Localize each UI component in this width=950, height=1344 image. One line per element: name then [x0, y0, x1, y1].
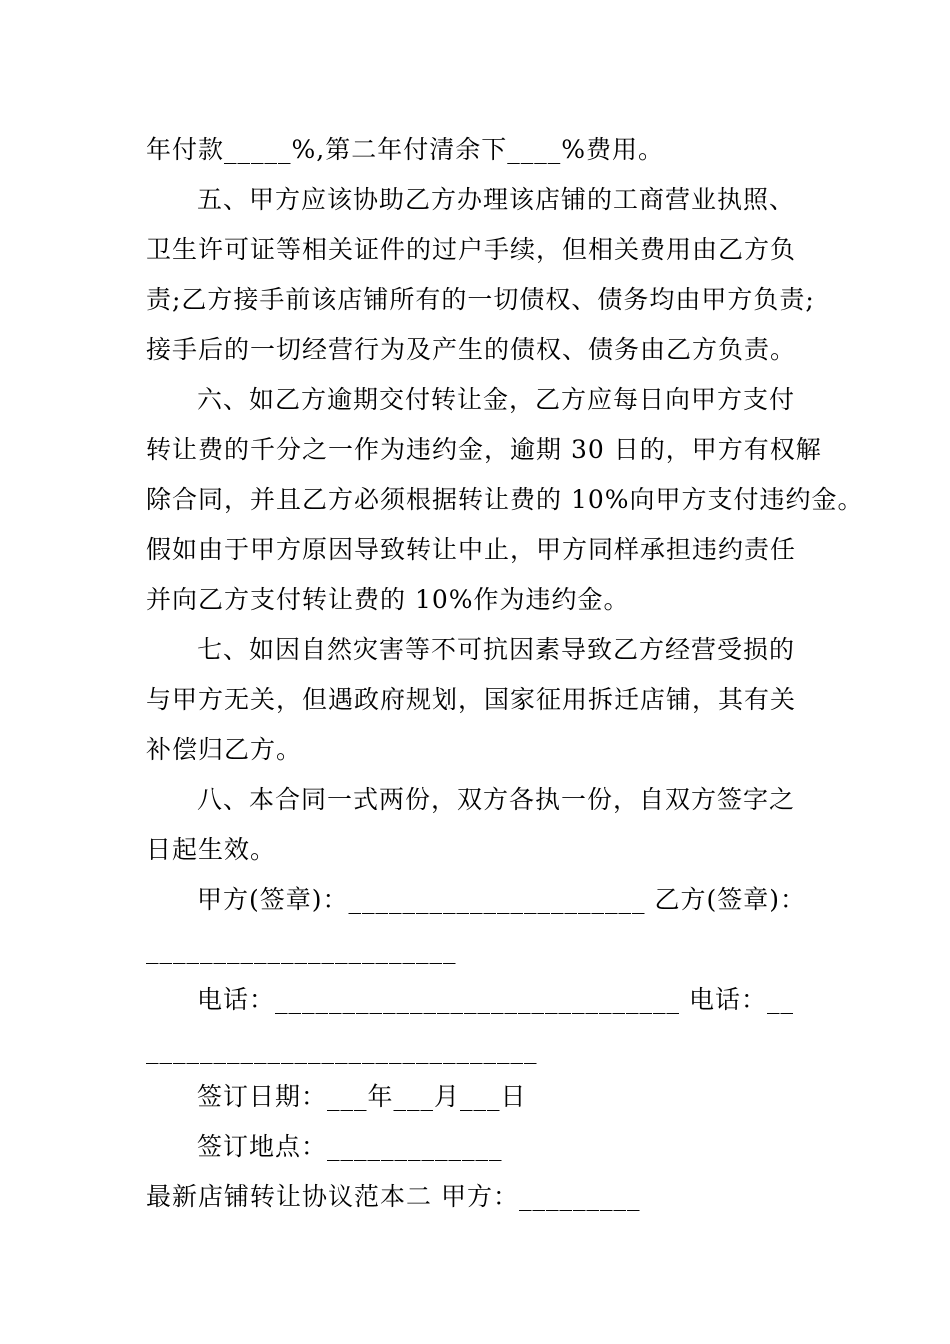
text-line: 并向乙方支付转让费的 10%作为违约金。 [146, 585, 630, 614]
text-line: 补偿归乙方。 [146, 735, 303, 764]
sign-place-line: 签订地点：_____________ [197, 1132, 503, 1161]
text-line: 假如由于甲方原因导致转让中止，甲方同样承担违约责任 [146, 535, 797, 564]
signature-line: 甲方(签章)：______________________ 乙方(签章)： [197, 885, 806, 914]
text-line-clause-7: 七、如因自然灾害等不可抗因素导致乙方经营受损的 [197, 635, 796, 664]
text-line: 转让费的千分之一作为违约金，逾期 30 日的，甲方有权解 [146, 435, 822, 464]
text-line: 日起生效。 [146, 835, 277, 864]
text-line: 责;乙方接手前该店铺所有的一切债权、债务均由甲方负责; [146, 285, 815, 314]
text-line: 与甲方无关，但遇政府规划，国家征用拆迁店铺，其有关 [146, 685, 797, 714]
signature-blank: _______________________ [146, 935, 457, 964]
sign-date-line: 签订日期：___年___月___日 [197, 1082, 527, 1111]
text-line-clause-6: 六、如乙方逾期交付转让金，乙方应每日向甲方支付 [197, 385, 796, 414]
text-line: 接手后的一切经营行为及产生的债权、债务由乙方负责。 [146, 335, 797, 364]
text-line: 卫生许可证等相关证件的过户手续，但相关费用由乙方负 [146, 235, 797, 264]
phone-line: 电话：______________________________ 电话：__ [197, 985, 794, 1014]
text-line: 除合同，并且乙方必须根据转让费的 10%向甲方支付违约金。 [146, 485, 864, 514]
text-line-clause-5: 五、甲方应该协助乙方办理该店铺的工商营业执照、 [197, 185, 796, 214]
text-line-clause-8: 八、本合同一式两份，双方各执一份，自双方签字之 [197, 785, 796, 814]
phone-blank: _____________________________ [146, 1035, 538, 1064]
text-line-payment: 年付款_____%,第二年付清余下____%费用。 [146, 135, 664, 164]
section-title-template-2: 最新店铺转让协议范本二 甲方：_________ [146, 1182, 641, 1211]
